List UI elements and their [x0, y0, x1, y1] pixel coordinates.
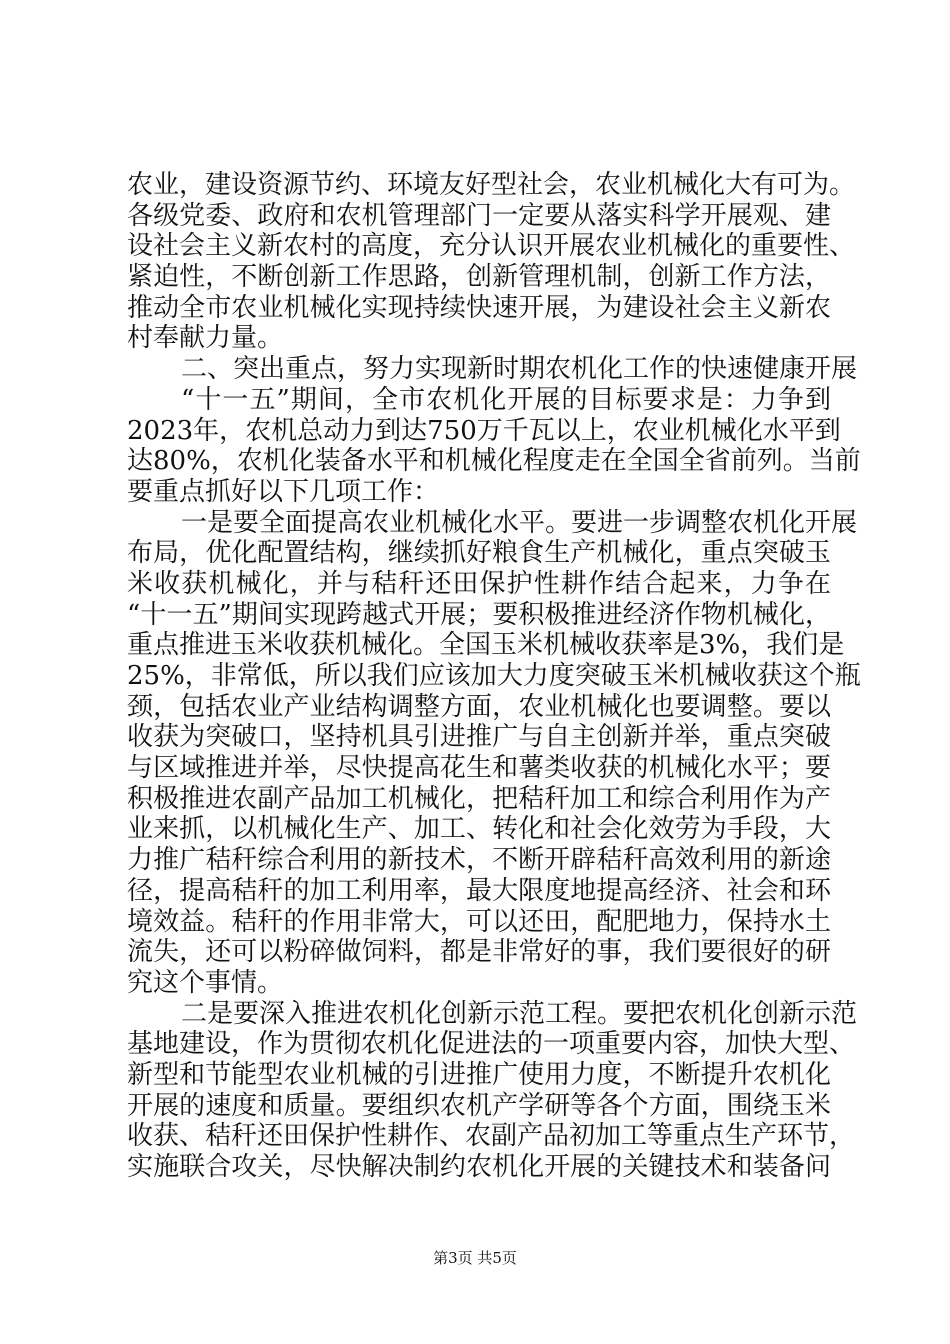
- text-line: 基地建设，作为贯彻农机化促进法的一项重要内容，加快大型、: [127, 1029, 856, 1060]
- text-line: 径，提高秸秆的加工利用率，最大限度地提高经济、社会和环: [127, 875, 831, 906]
- text-line: 境效益。秸秆的作用非常大，可以还田，配肥地力，保持水土: [127, 906, 831, 937]
- text-line: 二、突出重点，努力实现新时期农机化工作的快速健康开展: [181, 354, 858, 385]
- text-line: 达80%，农机化装备水平和机械化程度走在全国全省前列。当前: [127, 446, 861, 477]
- text-line: “十一五”期间，全市农机化开展的目标要求是：力争到: [181, 384, 831, 415]
- text-line: 农业，建设资源节约、环境友好型社会，农业机械化大有可为。: [127, 170, 856, 200]
- text-line: “十一五”期间实现跨越式开展；要积极推进经济作物机械化，: [127, 599, 831, 630]
- paragraph: [127, 507, 861, 999]
- text-line: 紧迫性，不断创新工作思路，创新管理机制，创新工作方法，: [127, 262, 831, 293]
- text-line: 重点推进玉米收获机械化。全国玉米机械收获率是3%，我们是: [127, 630, 845, 661]
- text-line: 新型和节能型农业机械的引进推广使用力度，不断提升农机化: [127, 1059, 831, 1090]
- text-line: 2023年，农机总动力到达750万千瓦以上，农业机械化水平到: [127, 415, 841, 446]
- document-body: [127, 170, 861, 1183]
- text-line: 流失，还可以粉碎做饲料，都是非常好的事，我们要很好的研: [127, 937, 831, 968]
- text-line: 一是要全面提高农业机械化水平。要进一步调整农机化开展: [181, 507, 858, 538]
- text-line: 业来抓，以机械化生产、加工、转化和社会化效劳为手段，大: [127, 814, 831, 845]
- text-line: 究这个事情。: [127, 967, 284, 998]
- text-line: 村奉献力量。: [127, 323, 284, 354]
- text-line: 颈，包括农业产业结构调整方面，农业机械化也要调整。要以: [127, 691, 831, 722]
- text-line: 推动全市农业机械化实现持续快速开展，为建设社会主义新农: [127, 292, 831, 323]
- paragraph: [127, 170, 856, 354]
- text-line: 布局，优化配置结构，继续抓好粮食生产机械化，重点突破玉: [127, 538, 831, 569]
- paragraph: [127, 998, 858, 1183]
- text-line: 收获为突破口，坚持机具引进推广与自主创新并举，重点突破: [127, 722, 831, 753]
- paragraph: [127, 354, 858, 385]
- text-line: 与区域推进并举，尽快提高花生和薯类收获的机械化水平；要: [127, 753, 831, 784]
- text-line: 二是要深入推进农机化创新示范工程。要把农机化创新示范: [181, 998, 858, 1029]
- page-footer: 第3页 共5页: [433, 1249, 517, 1267]
- text-line: 开展的速度和质量。要组织农机产学研等各个方面，围绕玉米: [127, 1090, 831, 1121]
- text-line: 实施联合攻关，尽快解决制约农机化开展的关键技术和装备问: [127, 1152, 831, 1182]
- paragraph: [127, 384, 861, 508]
- text-line: 25%，非常低，所以我们应该加大力度突破玉米机械收获这个瓶: [127, 661, 861, 691]
- text-line: 要重点抓好以下几项工作：: [127, 476, 440, 507]
- text-line: 米收获机械化，并与秸秆还田保护性耕作结合起来，力争在: [127, 568, 831, 599]
- text-line: 收获、秸秆还田保护性耕作、农副产品初加工等重点生产环节，: [127, 1121, 856, 1152]
- text-line: 各级党委、政府和农机管理部门一定要从落实科学开展观、建: [127, 200, 831, 231]
- text-line: 积极推进农副产品加工机械化，把秸秆加工和综合利用作为产: [127, 783, 831, 814]
- text-line: 设社会主义新农村的高度，充分认识开展农业机械化的重要性、: [127, 231, 856, 262]
- text-line: 力推广秸秆综合利用的新技术，不断开辟秸秆高效利用的新途: [127, 845, 831, 876]
